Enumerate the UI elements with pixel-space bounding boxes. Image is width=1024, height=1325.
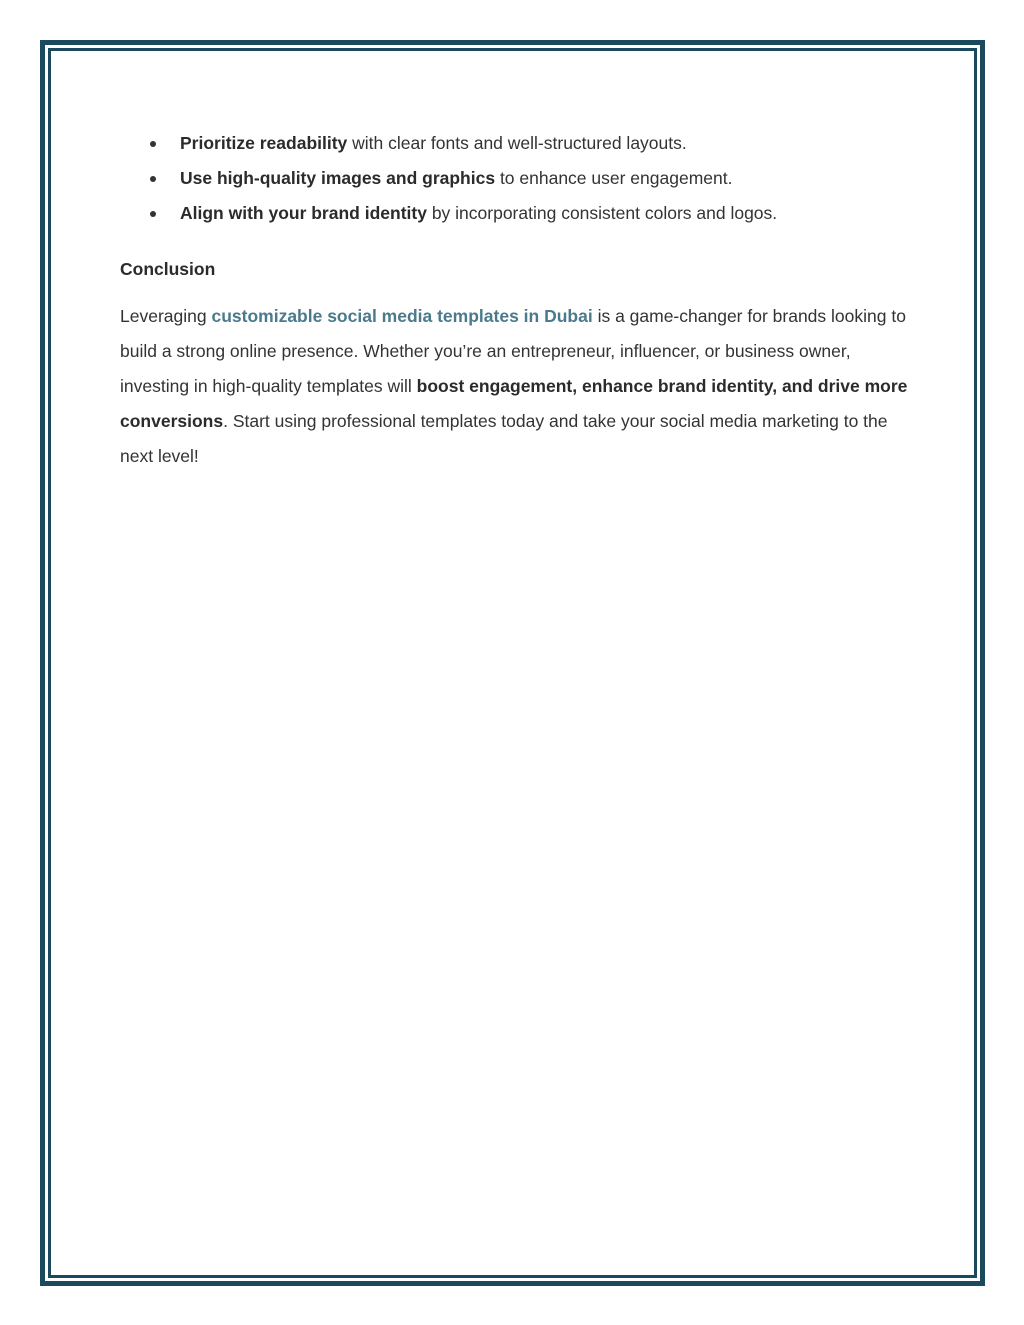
templates-dubai-link[interactable]: customizable social media templates in Dubai	[211, 306, 593, 326]
bullet-icon	[150, 176, 156, 182]
conclusion-mid: is a game-changer for brands looking to build a strong online presence. Whether you’re an entrepreneur, influencer, or business owner, investing in high-quality templates will	[120, 306, 906, 396]
list-item-text: by incorporating consistent colors and logos.	[426, 203, 778, 223]
conclusion-bold: boost engagement, enhance brand identity, and drive more conversions	[120, 376, 908, 431]
list-item-bold: Align with your brand identity	[180, 203, 427, 223]
bullet-icon	[150, 211, 156, 217]
tips-list	[120, 126, 910, 231]
list-item-bold: Prioritize readability	[180, 133, 348, 153]
list-item-text: to enhance user engagement.	[495, 168, 733, 188]
list-item	[120, 161, 910, 196]
conclusion-heading: Conclusion	[120, 259, 216, 279]
document-body	[120, 126, 910, 474]
conclusion-end: . Start using professional templates today and take your social media marketing to the next level!	[120, 411, 888, 466]
list-item-bold: Use high-quality images and graphics	[180, 168, 496, 188]
list-item	[120, 126, 910, 161]
conclusion-paragraph	[120, 299, 910, 474]
list-item-text: with clear fonts and well-structured layouts.	[347, 133, 687, 153]
conclusion-intro: Leveraging	[120, 306, 212, 326]
bullet-icon	[150, 141, 156, 147]
list-item	[120, 196, 910, 231]
